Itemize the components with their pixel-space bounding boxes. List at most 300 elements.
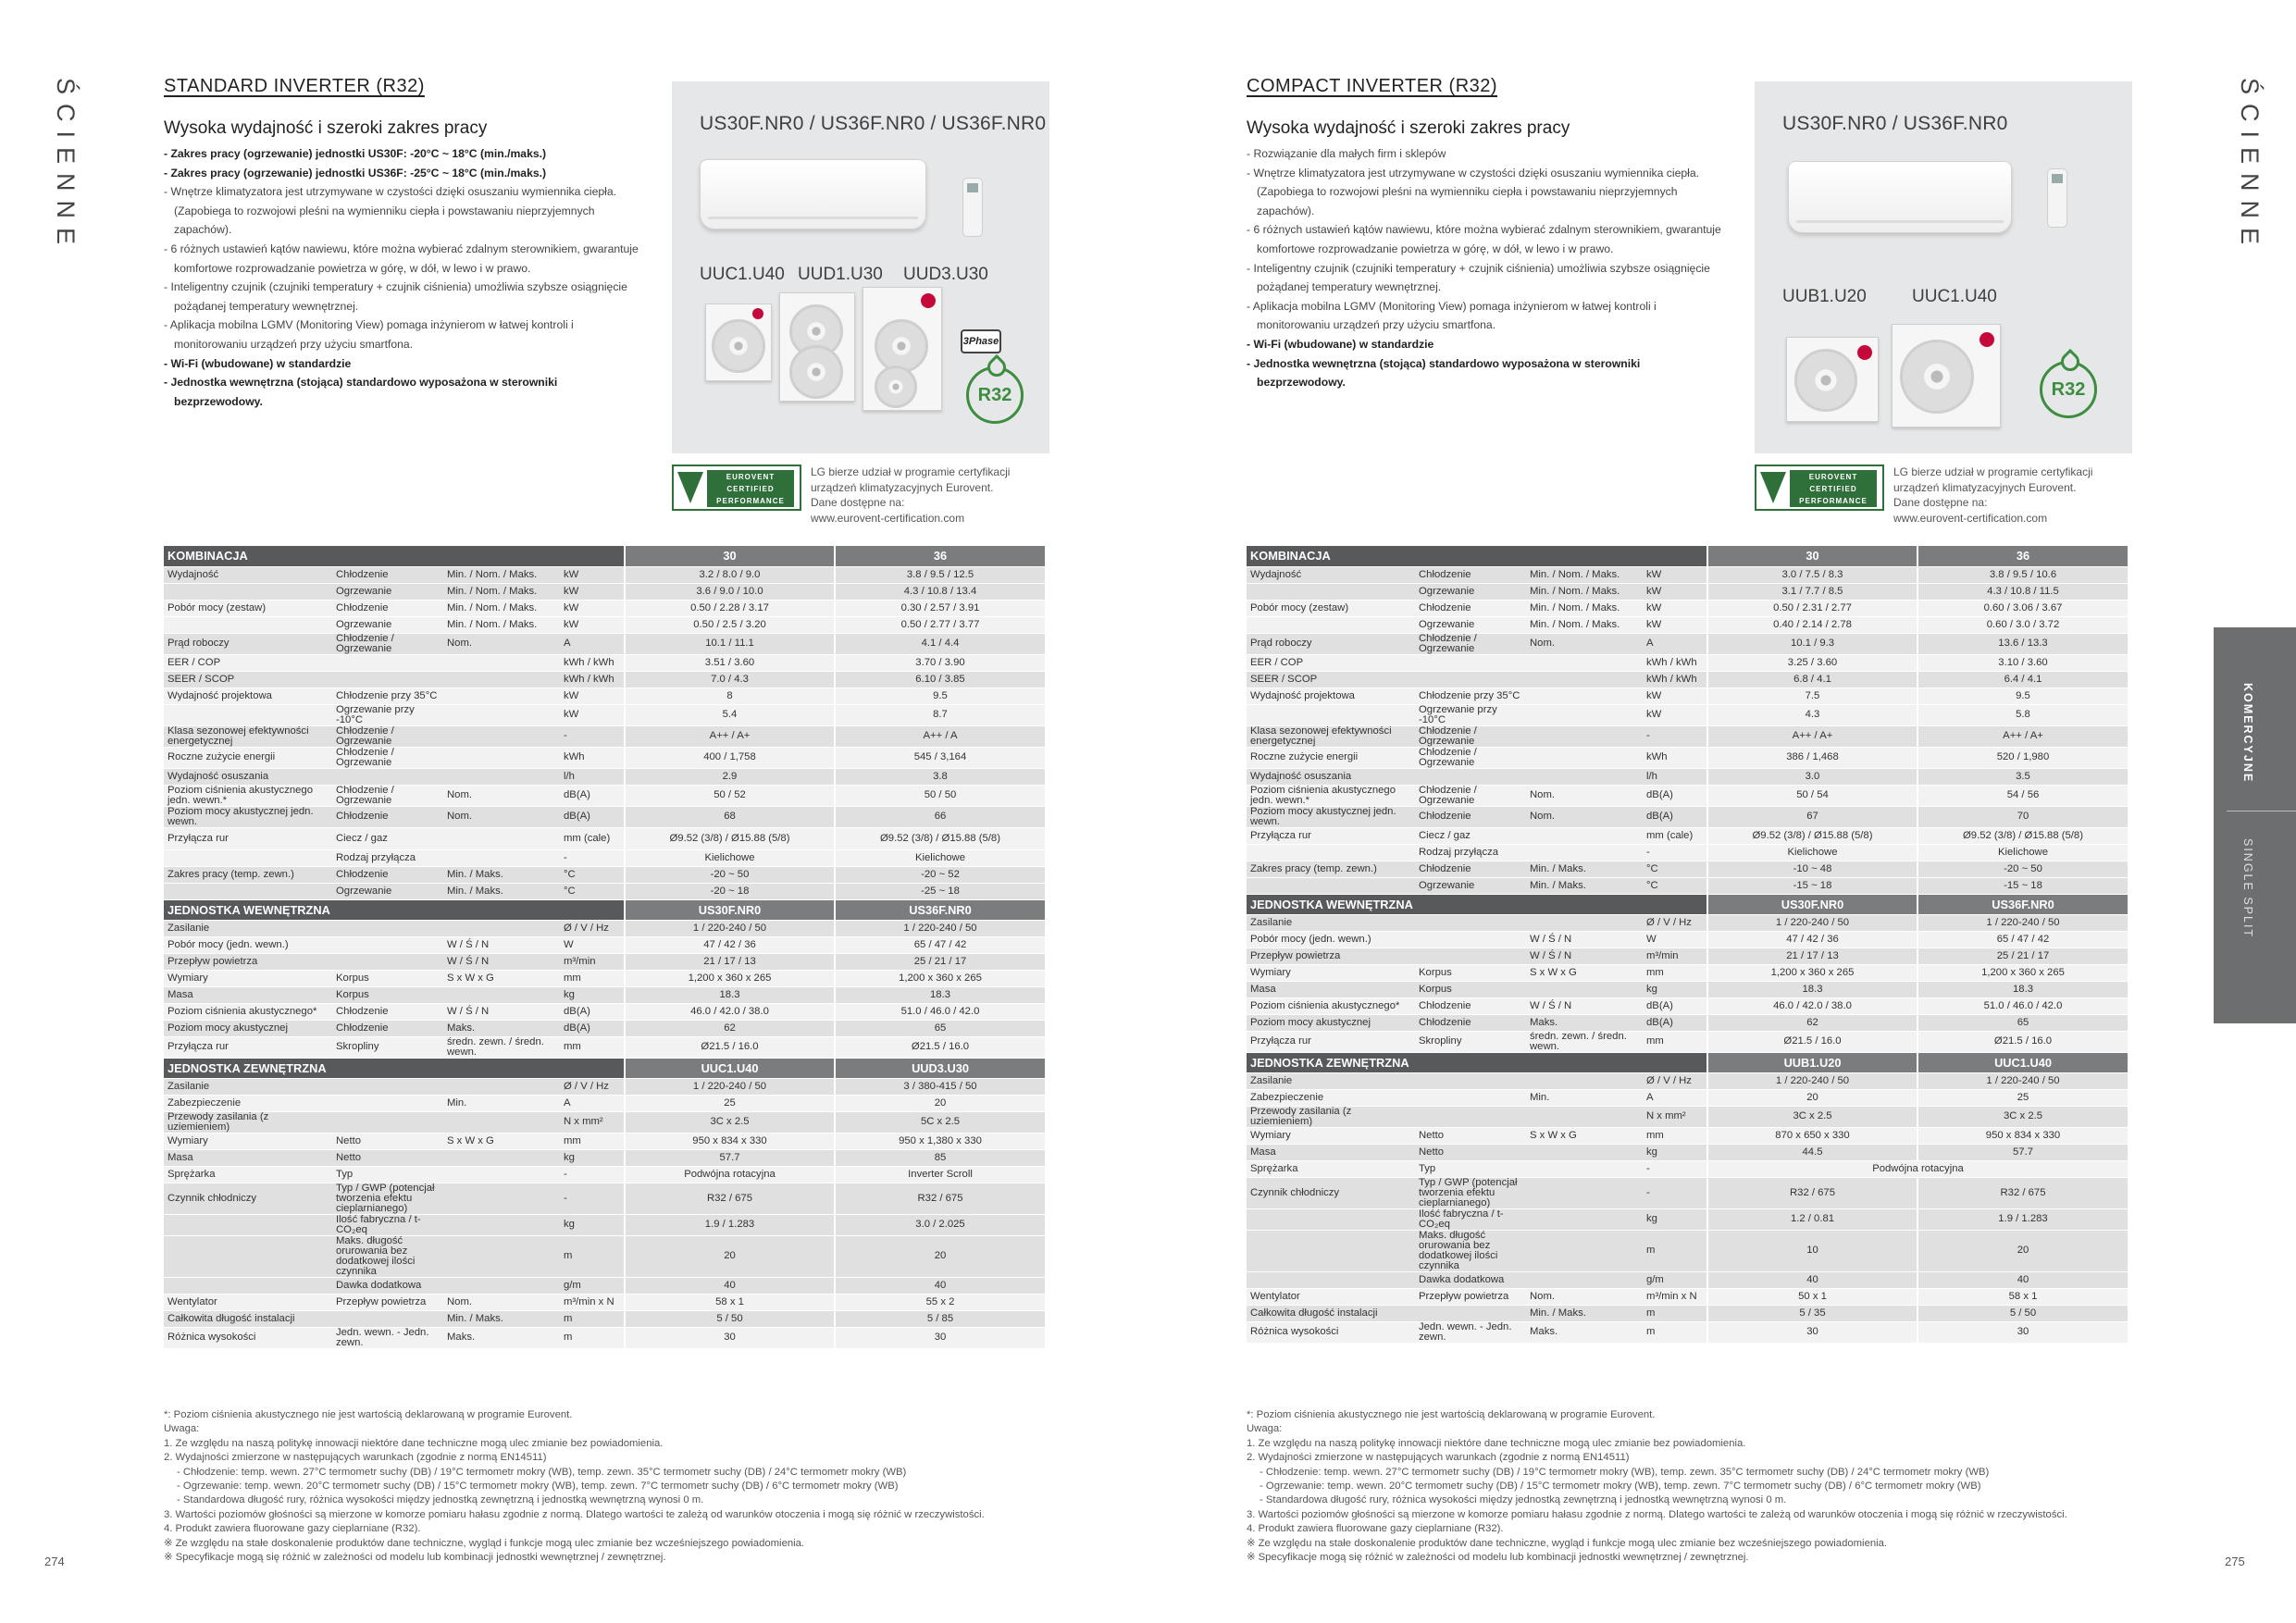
footnote-line: *: Poziom ciśnienia akustycznego nie jest wartością deklarowaną w programie Eurovent. — [1247, 1409, 1656, 1420]
table-cell: Maks. — [1526, 1321, 1643, 1343]
table-row — [1247, 1014, 2128, 1031]
eurovent-text-line: www.eurovent-certification.com — [811, 511, 965, 525]
table-cell: Chłodzenie — [1415, 566, 1526, 583]
table-header-label: JEDNOSTKA ZEWNĘTRZNA — [1247, 1052, 1707, 1072]
table-cell: Min. — [443, 1095, 560, 1111]
table-cell: Pobór mocy (zestaw) — [164, 600, 332, 616]
table-cell — [164, 849, 332, 866]
table-cell — [1415, 1089, 1526, 1106]
table-cell: 65 — [835, 1020, 1045, 1036]
table-cell: Wentylator — [1247, 1288, 1415, 1305]
table-row — [1247, 806, 2128, 827]
table-cell: A — [560, 633, 625, 654]
table-cell: 6.10 / 3.85 — [835, 671, 1045, 688]
indoor-models-title: US30F.NR0 / US36F.NR0 / US36F.NR0 — [700, 113, 1047, 134]
eurovent-text-line: www.eurovent-certification.com — [1893, 511, 2048, 525]
table-row — [1247, 844, 2128, 861]
table-cell: m — [1643, 1321, 1707, 1343]
table-cell: Sprężarka — [1247, 1160, 1415, 1177]
table-cell: 68 — [625, 806, 835, 827]
table-cell: Chłodzenie — [332, 600, 443, 616]
table-cell: Netto — [332, 1133, 443, 1149]
feature-bullet: - Zakres pracy (ogrzewanie) jednostki US30F: -20°C ~ 18°C (min./maks.) — [164, 147, 547, 160]
table-cell: kW — [560, 688, 625, 704]
table-section-header — [1247, 894, 2128, 914]
table-cell: Przepływ powietrza — [332, 1294, 443, 1310]
table-cell: Min. / Nom. / Maks. — [1526, 566, 1643, 583]
table-cell — [1526, 1106, 1643, 1127]
table-cell: dB(A) — [560, 1003, 625, 1020]
table-cell: Pobór mocy (jedn. wewn.) — [164, 936, 332, 953]
table-row — [164, 883, 1045, 899]
table-cell: 20 — [835, 1095, 1045, 1111]
table-header-label: JEDNOSTKA ZEWNĘTRZNA — [164, 1058, 625, 1078]
feature-bullet: - Aplikacja mobilna LGMV (Monitoring View) pomaga inżynierom w łatwej kontroli i monitorowaniu urządzeń przy użyciu smartfona. — [164, 318, 574, 351]
table-cell: Pobór mocy (jedn. wewn.) — [1247, 931, 1415, 948]
table-cell: - — [1643, 1177, 1707, 1208]
table-cell: 10 — [1707, 1230, 1917, 1271]
table-cell: Ø9.52 (3/8) / Ø15.88 (5/8) — [1707, 827, 1917, 844]
table-cell — [1526, 1208, 1643, 1230]
table-section-header — [164, 546, 1045, 566]
table-cell: 30 — [625, 1327, 835, 1348]
table-cell: R32 / 675 — [1917, 1177, 2128, 1208]
page-number-right: 275 — [2225, 1555, 2245, 1568]
table-cell: Zasilanie — [1247, 1072, 1415, 1089]
table-cell: Kielichowe — [1707, 844, 1917, 861]
outdoor-unit-image-2 — [1892, 324, 2001, 427]
table-cell — [443, 725, 560, 747]
table-cell: Wydajność — [164, 566, 332, 583]
table-cell: °C — [560, 883, 625, 899]
table-cell — [1415, 1072, 1526, 1089]
table-row — [1247, 1288, 2128, 1305]
table-cell: 3.70 / 3.90 — [835, 654, 1045, 671]
table-cell: EER / COP — [1247, 654, 1415, 671]
table-cell: 0.40 / 2.14 / 2.78 — [1707, 616, 1917, 633]
table-row — [1247, 1089, 2128, 1106]
table-cell: 55 x 2 — [835, 1294, 1045, 1310]
table-cell — [332, 654, 443, 671]
table-cell: Wydajność osuszania — [1247, 768, 1415, 785]
table-cell: Chłodzenie / Ogrzewanie — [1415, 747, 1526, 768]
table-cell: 18.3 — [835, 986, 1045, 1003]
table-cell: Różnica wysokości — [164, 1327, 332, 1348]
table-cell — [1415, 948, 1526, 964]
notes-left — [164, 1408, 1034, 1565]
table-cell — [332, 1310, 443, 1327]
table-cell: Chłodzenie — [1415, 806, 1526, 827]
table-row — [164, 1166, 1045, 1183]
table-header-value: UUD3.U30 — [835, 1058, 1045, 1078]
table-cell: W / Ś / N — [443, 1003, 560, 1020]
table-cell: - — [560, 725, 625, 747]
table-cell: Nom. — [1526, 633, 1643, 654]
table-cell: - — [560, 1166, 625, 1183]
table-row — [164, 970, 1045, 986]
table-cell: A++ / A — [835, 725, 1045, 747]
footnote-line: *: Poziom ciśnienia akustycznego nie jest wartością deklarowaną w programie Eurovent. — [164, 1409, 573, 1420]
table-cell: Czynnik chłodniczy — [164, 1183, 332, 1214]
table-cell: 3.0 / 7.5 / 8.3 — [1707, 566, 1917, 583]
table-cell: Zakres pracy (temp. zewn.) — [1247, 861, 1415, 877]
table-cell — [1526, 671, 1643, 688]
table-cell: Maks. — [443, 1020, 560, 1036]
spec-table-left — [164, 546, 1045, 1349]
table-cell: Przepływ powietrza — [1247, 948, 1415, 964]
table-cell: 5C x 2.5 — [835, 1111, 1045, 1133]
table-cell: dB(A) — [1643, 806, 1707, 827]
table-cell: Czynnik chłodniczy — [1247, 1177, 1415, 1208]
table-cell: m — [1643, 1230, 1707, 1271]
table-cell: Dawka dodatkowa — [332, 1277, 443, 1294]
table-cell: kWh — [560, 747, 625, 768]
indoor-unit-image — [700, 159, 926, 229]
table-header-value: 30 — [1707, 546, 1917, 566]
side-tab-subcategory: SINGLE SPLIT — [2241, 838, 2254, 939]
table-cell — [164, 1277, 332, 1294]
table-cell: A — [1643, 1089, 1707, 1106]
r32-badge: R32 — [2040, 361, 2097, 418]
table-cell: Chłodzenie — [332, 866, 443, 883]
table-cell: 1 / 220-240 / 50 — [1917, 914, 2128, 931]
three-phase-badge: 3Phase — [961, 329, 1001, 353]
table-cell: Ø9.52 (3/8) / Ø15.88 (5/8) — [625, 827, 835, 849]
table-cell: Chłodzenie — [1415, 600, 1526, 616]
table-cell: -10 ~ 48 — [1707, 861, 1917, 877]
table-cell: kW — [560, 566, 625, 583]
footnote-line: 1. Ze względu na naszą politykę innowacji niektóre dane techniczne mogą ulec zmianie bez powiadomienia. — [164, 1437, 664, 1449]
feature-bullet: - 6 różnych ustawień kątów nawiewu, które można wybierać zdalnym sterownikiem, gwarantuje komfortowe rozprowadzanie powietrza w górę, w dół, w lewo i w prawo. — [164, 242, 639, 275]
table-cell: Kielichowe — [625, 849, 835, 866]
table-cell: 70 — [1917, 806, 2128, 827]
table-cell: 1,200 x 360 x 265 — [835, 970, 1045, 986]
table-cell: kW — [1643, 704, 1707, 725]
table-row — [164, 583, 1045, 600]
table-cell — [443, 920, 560, 936]
feature-list-right — [1247, 144, 1728, 392]
table-cell: 7.0 / 4.3 — [625, 671, 835, 688]
table-cell — [332, 920, 443, 936]
table-cell: Poziom ciśnienia akustycznego* — [1247, 997, 1415, 1014]
table-cell: mm — [560, 970, 625, 986]
table-cell: Maks. długość orurowania bez dodatkowej ilości czynnika — [332, 1235, 443, 1277]
outdoor-unit-image-1 — [1786, 337, 1879, 422]
eurovent-logo-left: EUROVENT CERTIFIED PERFORMANCE — [672, 465, 801, 511]
table-cell: Min. / Nom. / Maks. — [443, 583, 560, 600]
table-row — [164, 866, 1045, 883]
table-cell — [1526, 1230, 1643, 1271]
table-cell: 47 / 42 / 36 — [1707, 931, 1917, 948]
side-tab — [2214, 627, 2296, 1023]
table-cell — [1247, 1271, 1415, 1288]
table-row — [1247, 600, 2128, 616]
table-cell: Wymiary — [164, 1133, 332, 1149]
table-row — [164, 936, 1045, 953]
table-cell: Masa — [1247, 1144, 1415, 1160]
table-row — [1247, 1177, 2128, 1208]
table-cell: 25 / 21 / 17 — [1917, 948, 2128, 964]
table-cell: Chłodzenie — [332, 566, 443, 583]
table-cell: Wymiary — [1247, 1127, 1415, 1144]
table-cell: 62 — [1707, 1014, 1917, 1031]
footnote-line: - Ogrzewanie: temp. wewn. 20°C termometr suchy (DB) / 15°C termometr mokry (WB), temp. zewn. 7°C termometr suchy (DB) / 6°C termometr mokry (WB) — [1260, 1481, 1981, 1493]
feature-bullet: - Wnętrze klimatyzatora jest utrzymywane w czystości dzięki osuszaniu wymiennika ciepła. (Zapobiega to rozwojowi pleśni na wymienniku ciepła i powstawaniu nieprzyjemnych zapachów). — [164, 185, 617, 237]
table-cell: 3.0 / 2.025 — [835, 1214, 1045, 1235]
table-cell: 44.5 — [1707, 1144, 1917, 1160]
table-cell: kW — [560, 583, 625, 600]
table-cell — [443, 1149, 560, 1166]
table-cell: - — [1643, 1160, 1707, 1177]
table-cell: 25 — [625, 1095, 835, 1111]
table-cell: Masa — [164, 986, 332, 1003]
table-cell: Ogrzewanie — [332, 883, 443, 899]
table-row — [164, 600, 1045, 616]
table-cell: 3.25 / 3.60 — [1707, 654, 1917, 671]
table-cell: 50 / 54 — [1707, 785, 1917, 806]
table-cell — [1526, 688, 1643, 704]
table-cell: Ogrzewanie przy -10°C — [332, 704, 443, 725]
feature-bullet: - 6 różnych ustawień kątów nawiewu, które można wybierać zdalnym sterownikiem, gwarantuje komfortowe rozprowadzanie powietrza w górę, w dół, w lewo i w prawo. — [1247, 223, 1721, 255]
table-cell: Ø9.52 (3/8) / Ø15.88 (5/8) — [835, 827, 1045, 849]
table-row — [1247, 1208, 2128, 1230]
table-header-value: US36F.NR0 — [1917, 894, 2128, 914]
table-cell: Ogrzewanie — [1415, 877, 1526, 894]
table-cell: 1 / 220-240 / 50 — [625, 920, 835, 936]
table-header-label: JEDNOSTKA WEWNĘTRZNA — [164, 899, 625, 920]
table-row — [164, 1277, 1045, 1294]
table-cell: Przyłącza rur — [164, 1036, 332, 1058]
table-cell — [1415, 914, 1526, 931]
footnote-line: 4. Produkt zawiera fluorowane gazy cieplarniane (R32). — [164, 1523, 421, 1535]
table-cell: 1 / 220-240 / 50 — [1707, 1072, 1917, 1089]
table-cell — [1415, 1106, 1526, 1127]
table-cell: Zabezpieczenie — [1247, 1089, 1415, 1106]
table-cell: 3.8 — [835, 768, 1045, 785]
table-row — [1247, 931, 2128, 948]
table-cell: R32 / 675 — [625, 1183, 835, 1214]
table-cell: Min. / Maks. — [443, 866, 560, 883]
table-cell: 1 / 220-240 / 50 — [625, 1078, 835, 1095]
table-cell: Ogrzewanie — [1415, 616, 1526, 633]
table-cell: Netto — [332, 1149, 443, 1166]
table-cell: 1,200 x 360 x 265 — [1707, 964, 1917, 981]
table-cell: Całkowita długość instalacji — [1247, 1305, 1415, 1321]
table-cell: 20 — [1917, 1230, 2128, 1271]
table-cell: mm — [560, 1133, 625, 1149]
table-cell — [1526, 1072, 1643, 1089]
table-cell: 1 / 220-240 / 50 — [1707, 914, 1917, 931]
table-cell: m³/min x N — [1643, 1288, 1707, 1305]
table-cell: 9.5 — [1917, 688, 2128, 704]
table-cell: 1,200 x 360 x 265 — [1917, 964, 2128, 981]
table-cell: Korpus — [332, 986, 443, 1003]
table-cell: -20 ~ 50 — [1917, 861, 2128, 877]
table-cell: A — [1643, 633, 1707, 654]
table-cell: 5 / 85 — [835, 1310, 1045, 1327]
outdoor-model-1: UUC1.U40 — [700, 265, 785, 284]
footnote-line: 2. Wydajności zmierzone w następujących warunkach (zgodnie z normą EN14511) — [164, 1452, 547, 1464]
table-cell: dB(A) — [1643, 997, 1707, 1014]
table-cell: °C — [1643, 877, 1707, 894]
table-cell: mm (cale) — [560, 827, 625, 849]
eurovent-text-line: Dane dostępne na: — [811, 496, 905, 509]
section-title-right: COMPACT INVERTER (R32) — [1247, 76, 1498, 96]
table-cell: 3 / 380-415 / 50 — [835, 1078, 1045, 1095]
table-cell: 1.9 / 1.283 — [625, 1214, 835, 1235]
table-cell — [1526, 827, 1643, 844]
table-cell: 3.1 / 7.7 / 8.5 — [1707, 583, 1917, 600]
remote-control-image — [2047, 168, 2067, 228]
table-row — [1247, 1144, 2128, 1160]
table-cell: Ø / V / Hz — [1643, 1072, 1707, 1089]
footnote-line: - Chłodzenie: temp. wewn. 27°C termometr suchy (DB) / 19°C termometr mokry (WB), temp. zewn. 35°C termometr suchy (DB) / 24°C termometr mokry (WB) — [177, 1466, 907, 1478]
feature-bullet: - Jednostka wewnętrzna (stojąca) standardowo wyposażona w sterowniki bezprzewodowy. — [1247, 356, 1641, 390]
table-cell: Podwójna rotacyjna — [625, 1166, 835, 1183]
table-cell — [1526, 654, 1643, 671]
table-row — [1247, 861, 2128, 877]
table-row — [164, 785, 1045, 806]
table-cell: Min. — [1526, 1089, 1643, 1106]
table-cell: m — [560, 1235, 625, 1277]
table-cell: mm — [560, 1036, 625, 1058]
table-cell: Chłodzenie / Ogrzewanie — [1415, 725, 1526, 747]
table-cell: Korpus — [1415, 981, 1526, 997]
table-cell — [443, 1078, 560, 1095]
table-header-label: KOMBINACJA — [164, 546, 625, 566]
table-cell: 6.8 / 4.1 — [1707, 671, 1917, 688]
feature-bullet: - Wnętrze klimatyzatora jest utrzymywane w czystości dzięki osuszaniu wymiennika ciepła. (Zapobiega to rozwojowi pleśni na wymienniku ciepła i powstawaniu nieprzyjemnych zapachów). — [1247, 166, 1700, 217]
table-cell: °C — [1643, 861, 1707, 877]
table-cell: 0.60 / 3.0 / 3.72 — [1917, 616, 2128, 633]
table-cell: Pobór mocy (zestaw) — [1247, 600, 1415, 616]
table-cell: dB(A) — [1643, 1014, 1707, 1031]
table-cell: kW — [1643, 600, 1707, 616]
table-row — [164, 671, 1045, 688]
table-cell — [1526, 1271, 1643, 1288]
table-cell: Masa — [1247, 981, 1415, 997]
table-cell — [332, 936, 443, 953]
notes-right — [1247, 1408, 2116, 1565]
table-cell: 58 x 1 — [1917, 1288, 2128, 1305]
table-cell: 40 — [1917, 1271, 2128, 1288]
table-row — [1247, 704, 2128, 725]
table-row — [164, 704, 1045, 725]
table-cell: 65 — [1917, 1014, 2128, 1031]
table-cell: Typ / GWP (potencjał tworzenia efektu cieplarnianego) — [1415, 1177, 1526, 1208]
table-row — [1247, 785, 2128, 806]
table-cell — [443, 1214, 560, 1235]
table-row — [1247, 1271, 2128, 1288]
table-cell: 5 / 35 — [1707, 1305, 1917, 1321]
table-cell: Ogrzewanie — [332, 616, 443, 633]
table-cell: Netto — [1415, 1144, 1526, 1160]
table-cell: 3.6 / 9.0 / 10.0 — [625, 583, 835, 600]
table-row — [1247, 654, 2128, 671]
remote-control-image — [962, 178, 983, 237]
table-cell: dB(A) — [1643, 785, 1707, 806]
table-cell: Typ / GWP (potencjał tworzenia efektu cieplarnianego) — [332, 1183, 443, 1214]
table-cell: Maks. — [443, 1327, 560, 1348]
table-cell: 46.0 / 42.0 / 38.0 — [1707, 997, 1917, 1014]
table-cell — [1247, 1208, 1415, 1230]
table-cell: Poziom ciśnienia akustycznego jedn. wewn.* — [164, 785, 332, 806]
table-cell: kg — [560, 1149, 625, 1166]
table-cell: Chłodzenie / Ogrzewanie — [332, 785, 443, 806]
table-cell — [1247, 844, 1415, 861]
table-section-header — [164, 899, 1045, 920]
table-cell: Chłodzenie — [332, 806, 443, 827]
spec-table-right — [1247, 546, 2128, 1344]
table-cell — [1415, 654, 1526, 671]
table-row — [1247, 1031, 2128, 1052]
table-cell — [164, 704, 332, 725]
table-cell — [443, 986, 560, 1003]
table-cell: g/m — [1643, 1271, 1707, 1288]
table-cell: S x W x G — [1526, 964, 1643, 981]
table-row — [1247, 914, 2128, 931]
table-cell: 50 / 50 — [835, 785, 1045, 806]
table-cell — [1247, 1230, 1415, 1271]
table-row — [164, 768, 1045, 785]
table-cell: 520 / 1,980 — [1917, 747, 2128, 768]
outdoor-model-1: UUB1.U20 — [1782, 287, 1867, 306]
table-row — [1247, 1305, 2128, 1321]
table-cell: 950 x 834 x 330 — [1917, 1127, 2128, 1144]
table-cell: Ilość fabryczna / t-CO₂eq — [332, 1214, 443, 1235]
table-row — [164, 953, 1045, 970]
table-cell — [1247, 583, 1415, 600]
table-cell: l/h — [560, 768, 625, 785]
table-cell: 870 x 650 x 330 — [1707, 1127, 1917, 1144]
table-cell: Przepływ powietrza — [1415, 1288, 1526, 1305]
table-cell: 4.3 — [1707, 704, 1917, 725]
table-row — [164, 1310, 1045, 1327]
table-header-value: US30F.NR0 — [625, 899, 835, 920]
table-cell: mm — [1643, 1031, 1707, 1052]
table-cell: 3.2 / 8.0 / 9.0 — [625, 566, 835, 583]
table-cell: Klasa sezonowej efektywności energetycznej — [1247, 725, 1415, 747]
table-cell — [1526, 725, 1643, 747]
table-cell: Prąd roboczy — [1247, 633, 1415, 654]
table-cell: 40 — [1707, 1271, 1917, 1288]
table-cell: Ø / V / Hz — [560, 1078, 625, 1095]
table-cell: 3C x 2.5 — [1917, 1106, 2128, 1127]
table-cell: 18.3 — [1707, 981, 1917, 997]
table-cell: 9.5 — [835, 688, 1045, 704]
table-row — [1247, 633, 2128, 654]
table-cell: 5.4 — [625, 704, 835, 725]
table-section-header — [1247, 1052, 2128, 1072]
table-cell: 40 — [625, 1277, 835, 1294]
table-cell: Ilość fabryczna / t-CO₂eq — [1415, 1208, 1526, 1230]
table-cell — [443, 688, 560, 704]
table-cell — [1526, 768, 1643, 785]
table-row — [164, 725, 1045, 747]
table-cell — [443, 1235, 560, 1277]
table-row — [164, 1294, 1045, 1310]
table-cell: Poziom mocy akustycznej jedn. wewn. — [1247, 806, 1415, 827]
table-cell: 400 / 1,758 — [625, 747, 835, 768]
table-cell — [1526, 704, 1643, 725]
eurovent-text-line: LG bierze udział w programie certyfikacji — [811, 465, 1011, 478]
table-cell: Poziom mocy akustycznej — [164, 1020, 332, 1036]
table-cell: 18.3 — [625, 986, 835, 1003]
table-cell: 4.1 / 4.4 — [835, 633, 1045, 654]
table-cell: 46.0 / 42.0 / 38.0 — [625, 1003, 835, 1020]
footnote-line: 2. Wydajności zmierzone w następujących warunkach (zgodnie z normą EN14511) — [1247, 1452, 1630, 1464]
table-cell: 545 / 3,164 — [835, 747, 1045, 768]
